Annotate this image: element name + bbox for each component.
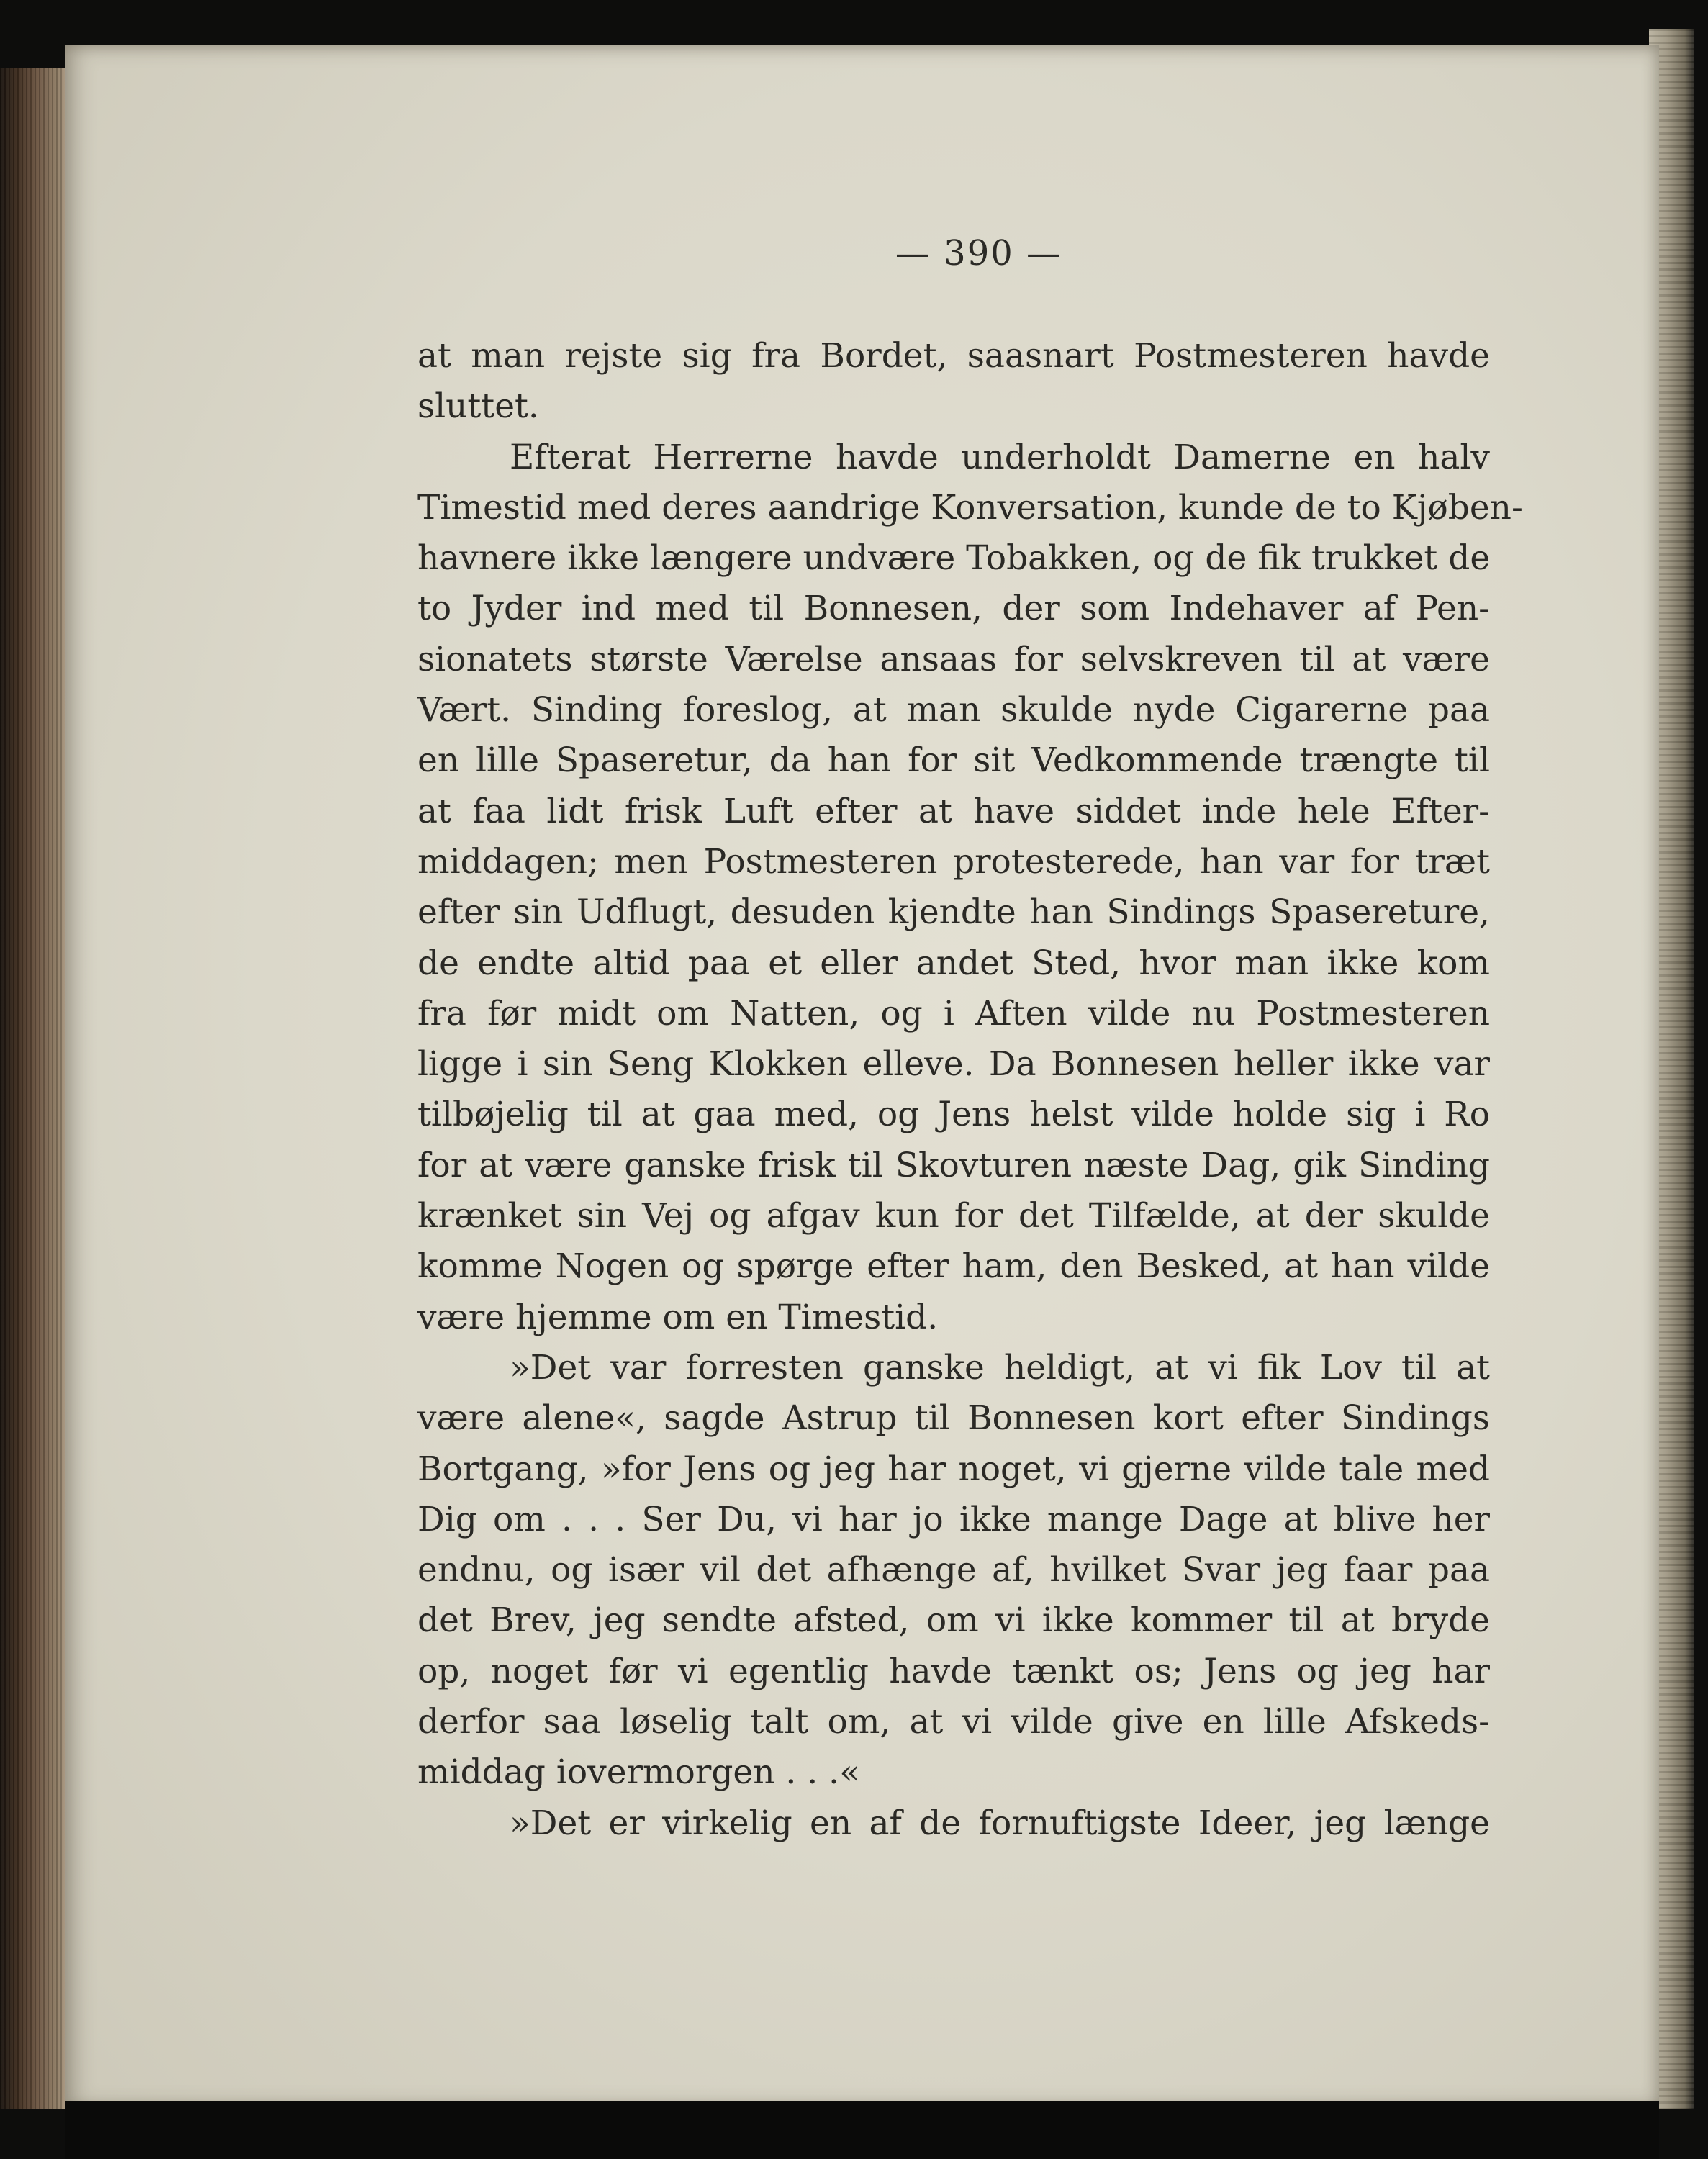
text-line: det Brev, jeg sendte afsted, om vi ikke kommer til at bryde	[417, 1601, 1490, 1641]
text-line: være hjemme om en Timestid.	[417, 1297, 939, 1337]
text-line: fra før midt om Natten, og i Aften vilde nu Postmesteren	[417, 993, 1490, 1033]
text-line: de endte altid paa et eller andet Sted, hvor man ikke kom	[417, 943, 1490, 983]
text-line: »Det er virkelig en af de fornuftigste Ideer, jeg længe	[510, 1803, 1490, 1843]
text-line: middag iovermorgen . . .«	[417, 1752, 860, 1793]
text-line: for at være ganske frisk til Skovturen næste Dag, gik Sinding	[417, 1145, 1490, 1185]
text-line: sionatets største Værelse ansaas for selvskreven til at være	[417, 639, 1490, 679]
text-line: være alene«, sagde Astrup til Bonnesen kort efter Sindings	[417, 1398, 1490, 1439]
text-line: at faa lidt frisk Luft efter at have siddet inde hele Efter-	[417, 791, 1490, 831]
text-line: tilbøjelig til at gaa med, og Jens helst vilde holde sig i Ro	[417, 1095, 1490, 1135]
text-line: »Det var forresten ganske heldigt, at vi fik Lov til at	[510, 1347, 1490, 1388]
text-line: Efterat Herrerne havde underholdt Damerne en halv	[510, 437, 1490, 477]
text-line: krænket sin Vej og afgav kun for det Tilfælde, at der skulde	[417, 1196, 1490, 1236]
text-line: Timestid med deres aandrige Konversation, kunde de to Kjøben-	[417, 487, 1523, 528]
text-line: ligge i sin Seng Klokken elleve. Da Bonnesen heller ikke var	[417, 1044, 1490, 1085]
text-line: middagen; men Postmesteren protesterede, han var for træt	[417, 841, 1490, 882]
text-line: Dig om . . . Ser Du, vi har jo ikke mange Dage at blive her	[417, 1499, 1490, 1539]
text-line: derfor saa løselig talt om, at vi vilde give en lille Afskeds-	[417, 1702, 1490, 1742]
text-line: efter sin Udflugt, desuden kjendte han Sindings Spasereture,	[417, 892, 1490, 933]
text-line: op, noget før vi egentlig havde tænkt os; Jens og jeg har	[417, 1651, 1490, 1691]
text-line: endnu, og især vil det afhænge af, hvilket Svar jeg faar paa	[417, 1550, 1490, 1590]
page-number: — 390 —	[895, 233, 1063, 273]
text-line: en lille Spaseretur, da han for sit Vedkommende trængte til	[417, 741, 1490, 781]
text-line: sluttet.	[417, 386, 539, 427]
text-line: Bortgang, »for Jens og jeg har noget, vi gjerne vilde tale med	[417, 1449, 1490, 1489]
text-line: havnere ikke længere undvære Tobakken, og de fik trukket de	[417, 538, 1491, 579]
bottom-shadow	[65, 2101, 1659, 2159]
text-line: Vært. Sinding foreslog, at man skulde nyde Cigarerne paa	[417, 690, 1490, 730]
text-line: to Jyder ind med til Bonnesen, der som Indehaver af Pen-	[417, 589, 1490, 629]
body-text	[417, 331, 1523, 1849]
text-line: at man rejste sig fra Bordet, saasnart Postmesteren havde	[417, 336, 1490, 376]
book-edge-left	[0, 68, 66, 2109]
text-line: komme Nogen og spørge efter ham, den Besked, at han vilde	[417, 1246, 1490, 1287]
